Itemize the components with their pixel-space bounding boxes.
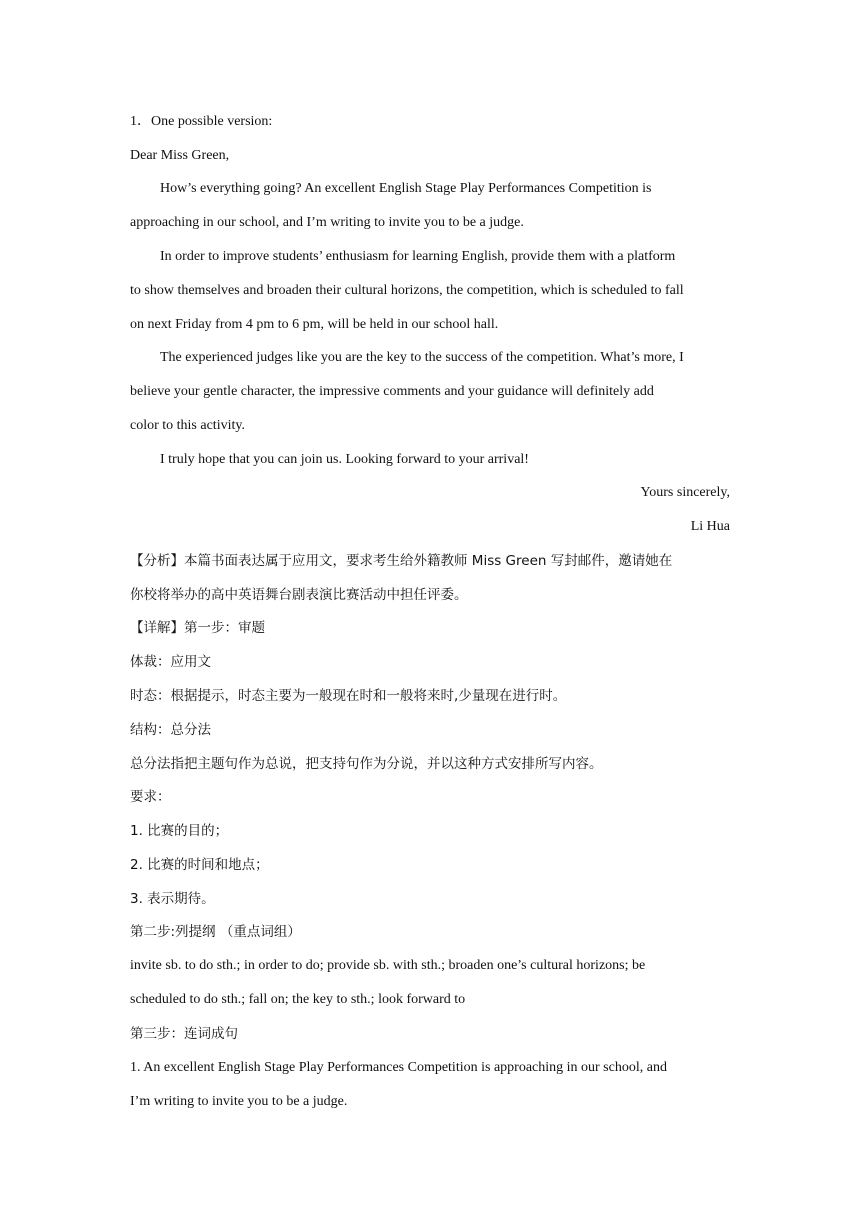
key-phrases-line-1: invite sb. to do sth.; in order to do; provide sb. with sth.; broaden one’s cultural horizons; be	[130, 958, 646, 973]
question-heading: 1．One possible version:	[130, 114, 273, 129]
step-2-title: 第二步:列提纲 （重点词组）	[130, 924, 301, 940]
sentence-1-line-2: I’m writing to invite you to be a judge.	[130, 1094, 348, 1109]
key-phrases-line-2: scheduled to do sth.; fall on; the key to sth.; look forward to	[130, 992, 466, 1007]
letter-paragraph-3-line-3: color to this activity.	[130, 418, 245, 433]
detail-genre: 体裁：应用文	[130, 654, 211, 670]
letter-paragraph-2-line-3: on next Friday from 4 pm to 6 pm, will be held in our school hall.	[130, 317, 499, 332]
letter-paragraph-4-line-1: I truly hope that you can join us. Looking forward to your arrival!	[160, 452, 529, 467]
requirement-3: 3. 表示期待。	[130, 891, 215, 907]
analysis-line-2: 你校将举办的高中英语舞台剧表演比赛活动中担任评委。	[130, 587, 468, 603]
letter-salutation: Dear Miss Green,	[130, 148, 230, 163]
detail-title: 【详解】第一步：审题	[130, 620, 265, 636]
letter-paragraph-1-line-1: How’s everything going? An excellent English Stage Play Performances Competition is	[160, 181, 652, 196]
letter-paragraph-2-line-1: In order to improve students’ enthusiasm for learning English, provide them with a platform	[160, 249, 676, 264]
letter-signature: Li Hua	[690, 519, 730, 534]
step-3-title: 第三步：连词成句	[130, 1026, 238, 1042]
analysis-line-1: 【分析】本篇书面表达属于应用文，要求考生给外籍教师 Miss Green 写封邮件，邀请她在	[130, 553, 673, 569]
sentence-1-line-1: 1. An excellent English Stage Play Performances Competition is approaching in our school, and	[130, 1060, 667, 1075]
detail-structure: 结构：总分法	[130, 722, 211, 738]
letter-paragraph-1-line-2: approaching in our school, and I’m writing to invite you to be a judge.	[130, 215, 524, 230]
letter-paragraph-2-line-2: to show themselves and broaden their cultural horizons, the competition, which is scheduled to fall	[130, 283, 684, 298]
detail-tense: 时态：根据提示，时态主要为一般现在时和一般将来时,少量现在进行时。	[130, 688, 567, 704]
requirement-1: 1. 比赛的目的；	[130, 823, 229, 839]
requirements-title: 要求：	[130, 789, 171, 805]
requirement-2: 2. 比赛的时间和地点；	[130, 857, 269, 873]
letter-paragraph-3-line-2: believe your gentle character, the impressive comments and your guidance will definitely add	[130, 384, 654, 399]
letter-paragraph-3-line-1: The experienced judges like you are the key to the success of the competition. What’s more, I	[160, 350, 684, 365]
detail-structure-description: 总分法指把主题句作为总说，把支持句作为分说，并以这种方式安排所写内容。	[130, 756, 603, 772]
letter-closing: Yours sincerely,	[640, 485, 730, 500]
